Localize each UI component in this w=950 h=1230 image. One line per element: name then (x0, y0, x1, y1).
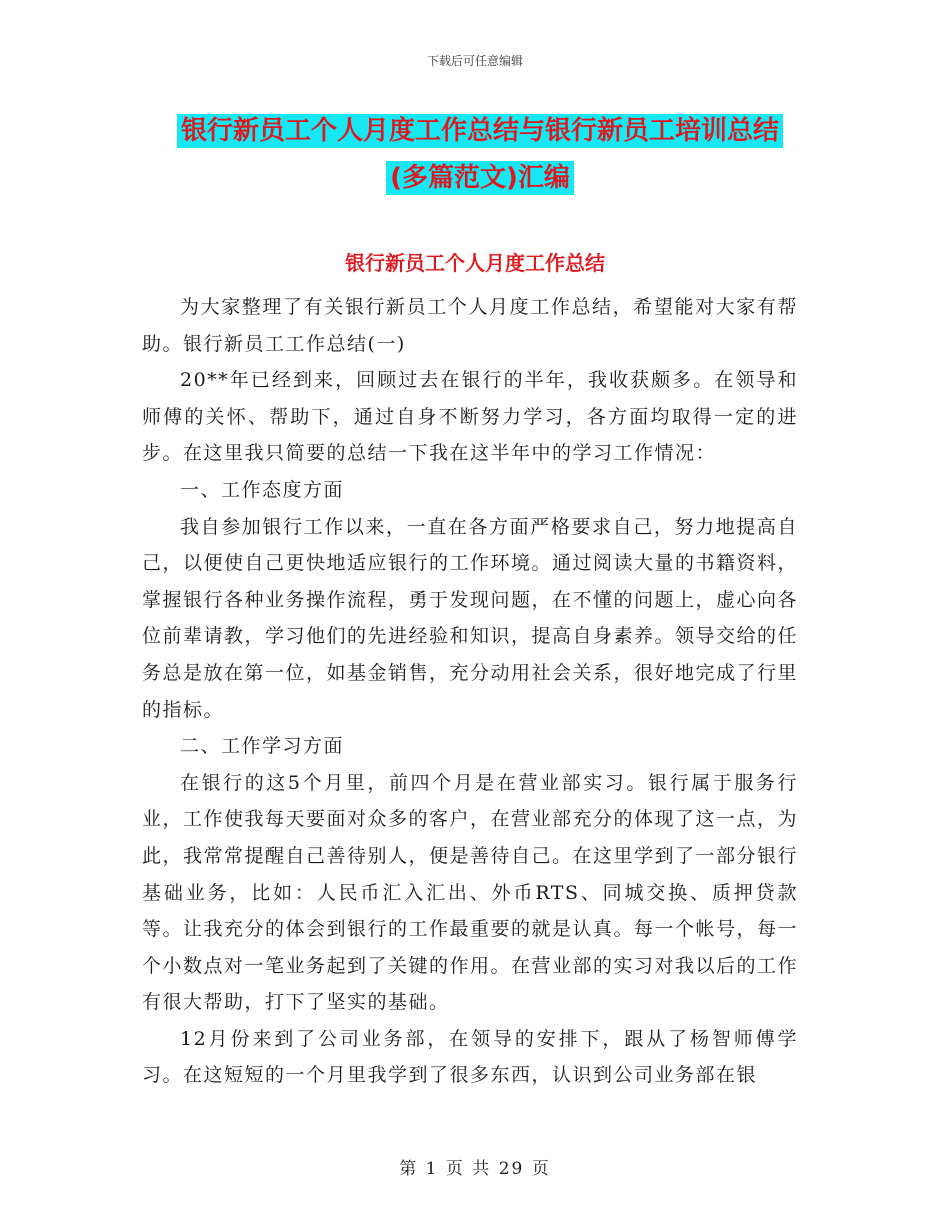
document-title-line-2: (多篇范文)汇编 (386, 161, 574, 195)
paragraph: 我自参加银行工作以来，一直在各方面严格要求自己，努力地提高自己，以便使自己更快地适应银行的工作环境。通过阅读大量的书籍资料，掌握银行各种业务操作流程，勇于发现问题，在不懂的问题上，虚心向各位前辈请教，学习他们的先进经验和知识，提高自身素养。领导交给的任务总是放在第一位，如基金销售，充分动用社会关系，很好地完成了行里的指标。 (142, 515, 799, 721)
document-body (142, 289, 798, 1094)
paragraph: 20**年已经到来，回顾过去在银行的半年，我收获颇多。在领导和师傅的关怀、帮助下，通过自身不断努力学习，各方面均取得一定的进步。在这里我只简要的总结一下我在这半年中的学习工作情况： (142, 369, 798, 465)
heading-work-study: 二、工作学习方面 (180, 735, 345, 758)
header-note: 下载后可任意编辑 (426, 54, 523, 68)
page-number: 第 1 页 共 29 页 (399, 1159, 551, 1179)
heading-work-attitude: 一、工作态度方面 (180, 478, 345, 501)
paragraph: 12月份来到了公司业务部，在领导的安排下，跟从了杨智师傅学习。在这短短的一个月里我学到了很多东西，认识到公司业务部在银 (142, 1027, 798, 1087)
paragraph: 为大家整理了有关银行新员工个人月度工作总结，希望能对大家有帮助。银行新员工工作总结(一) (142, 296, 798, 355)
paragraph: 在银行的这5个月里，前四个月是在营业部实习。银行属于服务行业，工作使我每天要面对众多的客户，在营业部充分的体现了这一点，为此，我常常提醒自己善待别人，便是善待自己。在这里学到了一部分银行基础业务，比如：人民币汇入汇出、外币RTS、同城交换、质押贷款等。让我充分的体会到银行的工作最重要的就是认真。每一个帐号，每一个小数点对一笔业务起到了关键的作用。在营业部的实习对我以后的工作有很大帮助，打下了坚实的基础。 (142, 771, 799, 1014)
section-title: 银行新员工个人月度工作总结 (345, 251, 605, 275)
document-title (150, 108, 810, 202)
document-title-line-1: 银行新员工个人月度工作总结与银行新员工培训总结 (177, 114, 783, 148)
